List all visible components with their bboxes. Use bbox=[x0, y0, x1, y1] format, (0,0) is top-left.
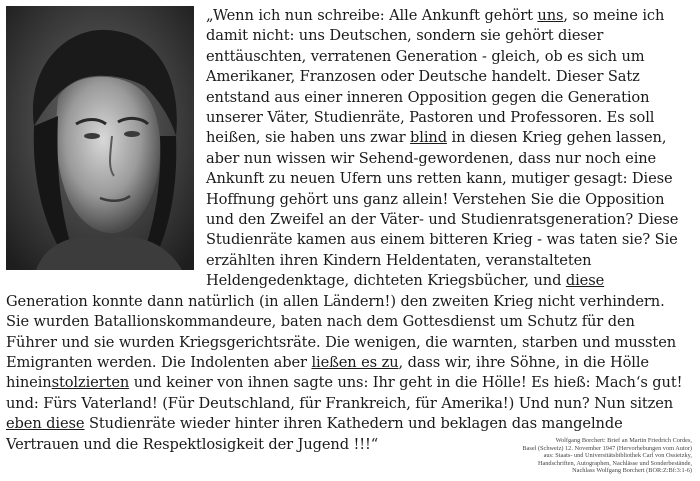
emphasis-uns: uns bbox=[537, 7, 564, 24]
quote-text: , so meine ich damit nicht: uns Deutschen, sondern sie gehört dieser enttäuschten, verratenen Generation - gleich, ob es sich um Amerikaner, Franzosen oder Deutsche handelt. Dieser Satz entstand aus einer inneren Opposition gegen die Generation unserer Väter, Studienräte, Pastoren und Professoren. Es soll heißen, sie haben uns zwar bbox=[206, 7, 665, 147]
emphasis-blind: blind bbox=[410, 129, 447, 147]
emphasis-liessen-es-zu: ließen es zu bbox=[311, 353, 399, 371]
quote-text: in diesen Krieg gehen lassen, aber nun wissen wir Sehend-gewordenen, dass nur noch eine Ankunft zu neuen Ufern uns retten kann, mutiger gesagt: Diese Hoffnung gehört uns ganz allein! Verstehen Sie die Opposition und den Zweifel an der Väter- und Studienratsgeneration? Diese Studienräte kamen aus einem bitteren Krieg - was taten sie? Sie erzählten ihren Kindern Heldentaten, veranstalteten Heldengedenktage, dichteten Kriegsbücher, und bbox=[206, 129, 679, 290]
emphasis-diese: diese bbox=[565, 272, 605, 290]
quote-text: und keiner von ihnen sagte uns: Ihr geht in die Hölle! Es hieß: Mach‘s gut! und: Fürs Vaterland! (Für Deutschland, für Frankreich, für Amerika!) Und nun? Nun sitzen bbox=[6, 374, 683, 412]
quote-text: Studienräte wieder hinter ihren Kathedern und beklagen das mangelnde Vertrauen und die Respektlosigkeit der Jugend !!!“ bbox=[6, 415, 623, 453]
emphasis-stolzierten: stolzierten bbox=[51, 374, 130, 392]
quote-text: , dass wir, ihre Söhne, in die Hölle hinein bbox=[6, 353, 649, 392]
quote-text: „Wenn ich nun schreibe: Alle Ankunft gehört bbox=[206, 7, 538, 24]
caption-line: Nachlass Wolfgang Borchert (BOR:Z:Bf:3:1-6) bbox=[572, 467, 692, 475]
caption-line: Basel (Schweiz) 12. November 1947 (Hervorhebungen vom Autor) bbox=[522, 444, 692, 452]
caption-line: Handschriften, Autographen, Nachlässe und Sonderbestände, bbox=[537, 459, 692, 467]
caption-line: aus: Staats- und Universitätsbibliothek Carl von Ossietzky, bbox=[543, 452, 692, 460]
quote-text: Generation konnte dann natürlich (in allen Ländern!) den zweiten Krieg nicht verhindern. Sie wurden Batallionskommandeure, baten nach dem Gottesdienst um Schutz für den Führer und sie wurden Kriegsgerichtsräte. Die wenigen, die warnten, starben und mussten Emigranten werden. Die Indolenten aber bbox=[6, 292, 677, 371]
photo-spacer bbox=[6, 6, 206, 276]
caption-line: Wolfgang Borchert: Brief an Martin Friedrich Cordes, bbox=[555, 437, 692, 444]
letter-quote bbox=[6, 6, 690, 455]
emphasis-eben-diese: eben diese bbox=[6, 415, 85, 433]
source-caption bbox=[442, 437, 692, 475]
